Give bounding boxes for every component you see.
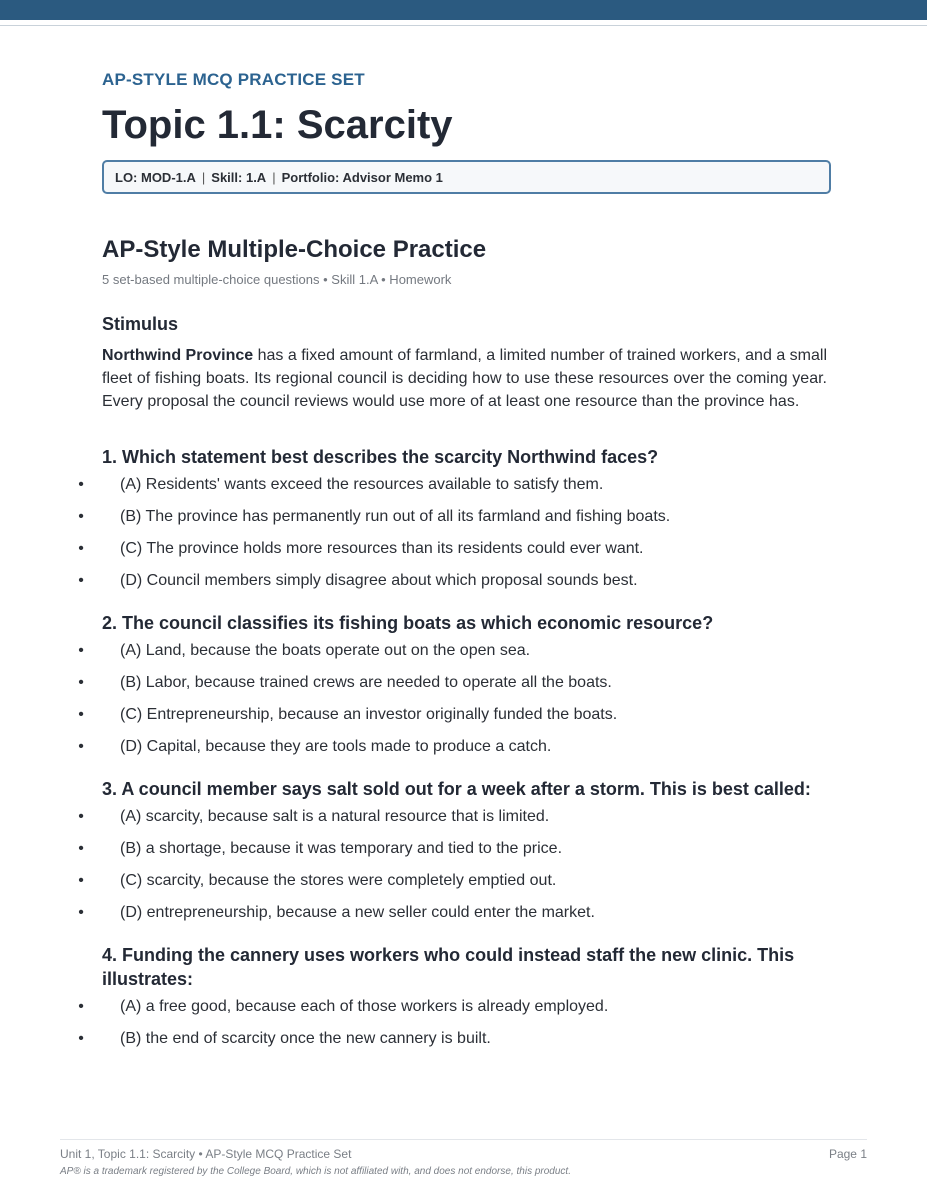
answer-option-a[interactable] <box>78 807 827 827</box>
option-text: (D) Council members simply disagree about which proposal sounds best. <box>120 572 638 589</box>
option-text: (D) Capital, because they are tools made to produce a catch. <box>120 738 552 755</box>
header-band <box>0 0 927 20</box>
option-text: (D) entrepreneurship, because a new seller could enter the market. <box>120 904 595 921</box>
answer-options <box>78 807 827 923</box>
bullet-icon: • <box>78 998 84 1015</box>
page-number: Page 1 <box>828 1147 867 1161</box>
option-text: (C) Entrepreneurship, because an investor originally funded the boats. <box>120 706 618 723</box>
bullet-icon: • <box>78 706 84 723</box>
page-title: Topic 1.1: Scarcity <box>102 103 453 147</box>
bullet-icon: • <box>78 738 84 755</box>
header-divider <box>0 25 927 26</box>
question-stem: 1. Which statement best describes the scarcity Northwind faces? <box>102 447 659 467</box>
question-2 <box>78 611 827 757</box>
footer-divider <box>60 1139 867 1140</box>
question-stem: 4. Funding the cannery uses workers who could instead staff the new clinic. This illustrates: <box>102 945 795 989</box>
stimulus-heading: Stimulus <box>102 314 179 334</box>
skill-label: Skill: 1.A <box>211 169 267 185</box>
question-stem: 3. A council member says salt sold out for a week after a storm. This is best called: <box>102 779 811 799</box>
objective-box <box>102 160 831 194</box>
portfolio-label: Portfolio: Advisor Memo 1 <box>281 169 443 185</box>
answer-option-d[interactable] <box>78 903 827 923</box>
bullet-icon: • <box>78 1030 84 1047</box>
trademark-note: AP® is a trademark registered by the College Board, which is not affiliated with, and does not endorse, this product. <box>60 1166 571 1177</box>
question-1 <box>78 445 827 591</box>
answer-option-a[interactable] <box>78 997 827 1017</box>
bullet-icon: • <box>78 572 84 589</box>
answer-options <box>78 997 827 1049</box>
option-text: (B) Labor, because trained crews are needed to operate all the boats. <box>120 674 612 691</box>
answer-option-b[interactable] <box>78 839 827 859</box>
question-stem: 2. The council classifies its fishing boats as which economic resource? <box>102 613 714 633</box>
stimulus-text <box>102 344 827 413</box>
bullet-icon: • <box>78 904 84 921</box>
option-text: (A) Residents' wants exceed the resources available to satisfy them. <box>120 476 604 493</box>
answer-option-b[interactable] <box>78 673 827 693</box>
answer-option-d[interactable] <box>78 737 827 757</box>
question-4 <box>78 943 827 1049</box>
option-text: (C) scarcity, because the stores were completely emptied out. <box>120 872 557 889</box>
learning-objective: LO: MOD-1.A <box>115 169 196 185</box>
bullet-icon: • <box>78 476 84 493</box>
bullet-icon: • <box>78 674 84 691</box>
answer-option-c[interactable] <box>78 539 827 559</box>
option-text: (B) a shortage, because it was temporary and tied to the price. <box>120 840 563 857</box>
meta-separator: | <box>272 169 276 185</box>
answer-option-a[interactable] <box>78 641 827 661</box>
meta-separator: | <box>201 169 206 185</box>
bullet-icon: • <box>78 872 84 889</box>
option-text: (A) a free good, because each of those workers is already employed. <box>120 998 609 1015</box>
answer-option-b[interactable] <box>78 507 827 527</box>
footer-title: Unit 1, Topic 1.1: Scarcity • AP-Style MCQ Practice Set <box>60 1147 352 1161</box>
stimulus-lead: Northwind Province <box>102 347 254 364</box>
stimulus-body: has a fixed amount of farmland, a limited number of trained workers, and a small fleet of fishing boats. Its regional council is deciding how to use these resources over the coming year. Every proposal the council reviews would use more of at least one resource than the province has. <box>102 347 828 410</box>
option-text: (B) the end of scarcity once the new cannery is built. <box>120 1030 491 1047</box>
answer-option-c[interactable] <box>78 871 827 891</box>
answer-options <box>78 475 827 591</box>
option-text: (A) scarcity, because salt is a natural resource that is limited. <box>120 808 550 825</box>
answer-options <box>78 641 827 757</box>
section-title: AP-Style Multiple-Choice Practice <box>102 236 487 263</box>
option-text: (B) The province has permanently run out of all its farmland and fishing boats. <box>120 508 671 525</box>
question-3 <box>78 777 827 923</box>
option-text: (C) The province holds more resources than its residents could ever want. <box>120 540 644 557</box>
answer-option-c[interactable] <box>78 705 827 725</box>
section-subtitle: 5 set-based multiple-choice questions • Skill 1.A • Homework <box>102 272 452 287</box>
option-text: (A) Land, because the boats operate out on the open sea. <box>120 642 531 659</box>
bullet-icon: • <box>78 508 84 525</box>
bullet-icon: • <box>78 642 84 659</box>
bullet-icon: • <box>78 540 84 557</box>
bullet-icon: • <box>78 808 84 825</box>
set-label: AP-STYLE MCQ PRACTICE SET <box>102 70 365 89</box>
answer-option-b[interactable] <box>78 1029 827 1049</box>
answer-option-d[interactable] <box>78 571 827 591</box>
answer-option-a[interactable] <box>78 475 827 495</box>
document-body <box>78 68 828 1061</box>
bullet-icon: • <box>78 840 84 857</box>
